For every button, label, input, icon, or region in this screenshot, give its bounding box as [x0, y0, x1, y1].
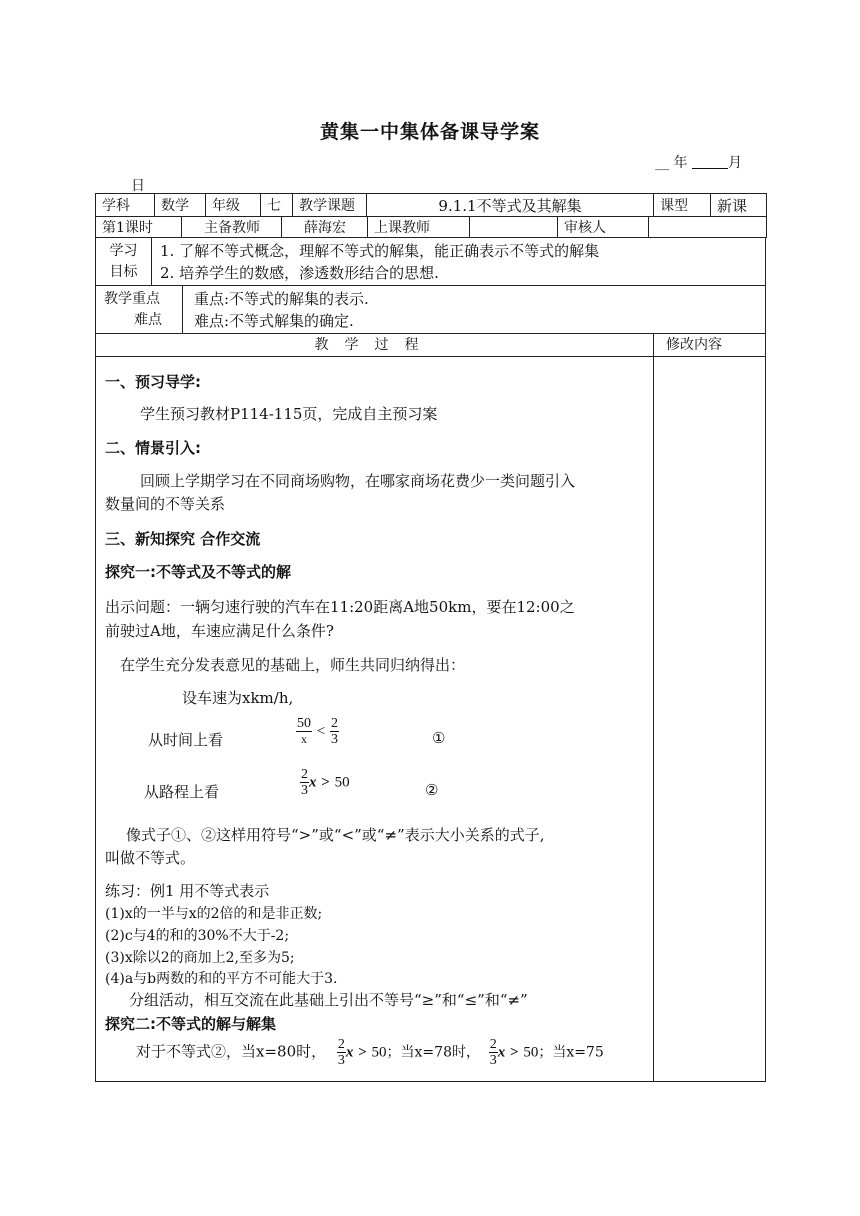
- day-label: 日: [131, 178, 145, 194]
- marker-2: ②: [425, 781, 439, 799]
- paragraph: 在学生充分发表意见的基础上，师生共同归纳得出：: [120, 656, 466, 674]
- key-points: [95, 286, 766, 334]
- type-label: 课型: [654, 194, 711, 217]
- reviewer-value: [649, 217, 767, 238]
- grade-label: 年级: [206, 194, 261, 217]
- prep-teacher-label: 主备教师: [182, 217, 282, 238]
- topic-label: 教学课题: [293, 194, 367, 217]
- page-title: 黄集一中集体备课导学案: [319, 121, 540, 143]
- month-label: 月: [728, 155, 742, 171]
- goal-item: 1. 了解不等式概念，理解不等式的解集，能正确表示不等式的解集: [160, 242, 600, 260]
- learning-goals: [95, 238, 766, 286]
- subsection-title: 探究二:不等式的解与解集: [105, 1015, 276, 1033]
- section-title: 三、新知探究 合作交流: [105, 530, 261, 548]
- revise-label: 修改内容: [666, 337, 722, 353]
- paragraph: 前驶过A地，车速应满足什么条件?: [105, 622, 334, 640]
- grade-value: 七: [261, 194, 293, 217]
- paragraph: 回顾上学期学习在不同商场购物，在哪家商场花费少一类问题引入: [140, 472, 576, 490]
- time-inequality: $\frac{50}{x}$ < $\frac{2}{3}$: [297, 716, 339, 747]
- practice-item: (3)x除以2的商加上2,至多为5;: [105, 950, 295, 966]
- paragraph: 分组活动，相互交流在此基础上引出不等号“≥”和“≤”和“≠”: [129, 991, 528, 1009]
- process-body: [95, 357, 766, 1082]
- road-inequality: $\frac{2}{3}$ x > 50: [301, 767, 350, 798]
- time-view-label: 从时间上看: [148, 731, 224, 749]
- paragraph: 叫做不等式。: [105, 849, 196, 867]
- goals-label: 学习 目标: [96, 238, 152, 285]
- difficulty-point: 难点:不等式解集的确定.: [194, 312, 354, 330]
- keys-label: 教学重点 难点: [96, 286, 183, 333]
- process-label: 教学过程: [96, 334, 654, 356]
- section-title: 二、情景引入:: [105, 439, 201, 457]
- prep-teacher-value: 薛海宏: [282, 217, 368, 238]
- date-line: __ 年 月: [655, 155, 742, 171]
- teacher-value: [470, 217, 558, 238]
- practice-title: 练习：例1 用不等式表示: [105, 882, 270, 900]
- practice-item: (1)x的一半与x的2倍的和是非正数;: [105, 906, 323, 922]
- key-point: 重点:不等式的解集的表示.: [194, 290, 369, 308]
- info-table-row2: [95, 216, 767, 238]
- paragraph: 设车速为xkm/h,: [182, 689, 294, 707]
- subsection-title: 探究一:不等式及不等式的解: [105, 563, 291, 581]
- subject-value: 数学: [155, 194, 206, 217]
- section-title: 一、预习导学:: [105, 373, 201, 391]
- teacher-label: 上课教师: [368, 217, 470, 238]
- goal-item: 2. 培养学生的数感，渗透数形结合的思想.: [160, 264, 439, 282]
- reviewer-label: 审核人: [558, 217, 649, 238]
- paragraph: 学生预习教材P114-115页，完成自主预习案: [140, 405, 438, 423]
- type-value: 新课: [711, 194, 767, 217]
- process-header: [95, 334, 766, 357]
- paragraph: 数量间的不等关系: [105, 495, 226, 513]
- period-value: 第1课时: [96, 217, 182, 238]
- practice-item: (2)c与4的和的30%不大于-2;: [105, 928, 290, 944]
- road-view-label: 从路程上看: [144, 783, 220, 801]
- marker-1: ①: [432, 729, 446, 747]
- paragraph: 出示问题：一辆匀速行驶的汽车在11:20距离A地50km，要在12:00之: [105, 598, 575, 616]
- last-line: 对于不等式②，当x=80时， $\frac{2}{3}$ x > 50；当x=78时， $\frac{2}{3}$ x > 50；当x=75: [136, 1037, 604, 1068]
- practice-item: (4)a与b两数的和的平方不可能大于3.: [105, 971, 338, 987]
- year-label: 年: [673, 155, 688, 171]
- paragraph: 像式子①、②这样用符号“>”或“<”或“≠”表示大小关系的式子,: [126, 826, 545, 844]
- topic-value: 9.1.1不等式及其解集: [367, 194, 654, 217]
- subject-label: 学科: [96, 194, 155, 217]
- info-table: [95, 193, 767, 217]
